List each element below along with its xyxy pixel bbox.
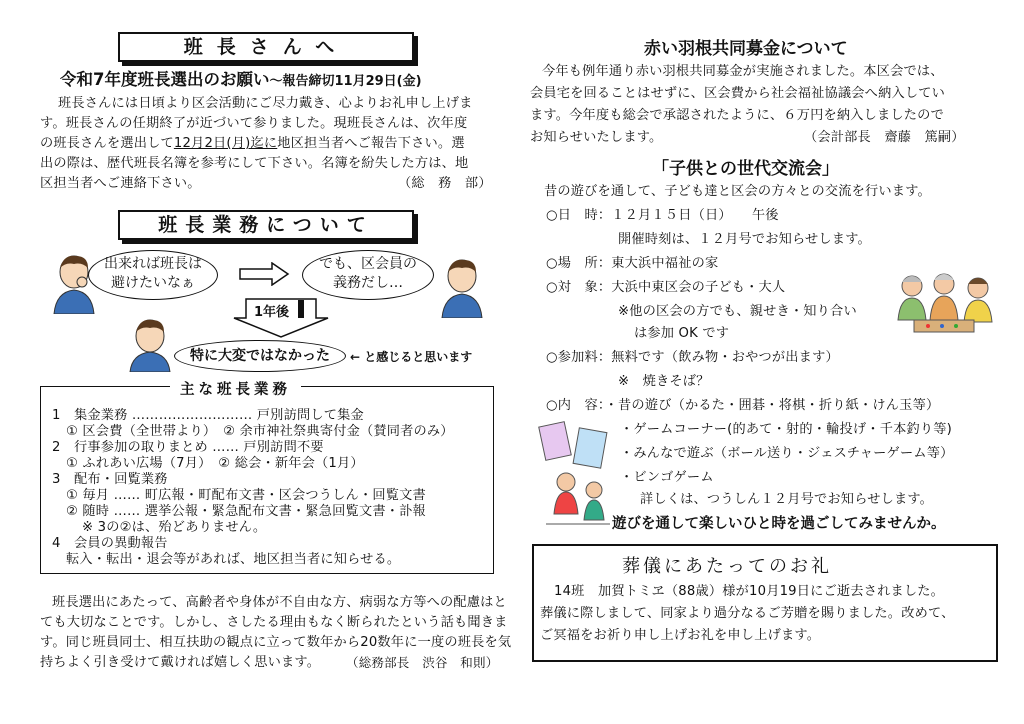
event-line-3: ○場 所：東大浜中福祉の家	[546, 256, 719, 271]
event-line-13: 詳しくは、つうしん１２月号でお知らせします。	[640, 492, 934, 507]
bubble-duty	[302, 250, 434, 300]
intro-line-3b: 地区担当者へご報告下さい。選	[277, 136, 465, 151]
bubble-reluctant	[88, 250, 218, 300]
fund-line-1: 今年も例年通り赤い羽根共同募金が実施されました。本区会では、	[542, 64, 944, 79]
intro-line-3a: の班長さんを選出して	[40, 136, 174, 151]
intro-sign: （総 務 部）	[398, 176, 492, 191]
bubble-relief: 特に大変ではなかった	[174, 340, 346, 372]
bubble-reluctant-line2: 避けたいなぁ	[111, 275, 195, 291]
fund-line-3: ます。今年度も総会で承認されたように、６万円を納入しましたので	[530, 108, 944, 123]
intro-line-2: す。班長さんの任期終了が近づいて参りました。現班長さんは、次年度	[40, 116, 468, 131]
closing-line-3: す。同じ班員同士、相互扶助の観点に立って数年から20数年に一度の班長を気	[40, 635, 512, 650]
event-line-7: ○参加料：無料です（飲み物・おやつが出ます）	[546, 350, 839, 365]
intro-line-5: 区担当者へご連絡下さい。	[40, 176, 201, 191]
duty-line-3: 2 行事参加の取りまとめ …… 戸別訪問不要	[52, 440, 324, 455]
duty-line-7: ② 随時 …… 選挙公報・緊急配布文書・緊急回覧文書・訃報	[66, 504, 426, 519]
kids-games-illustration	[536, 420, 616, 528]
intro-deadline: 12月2日(月)迄に	[173, 136, 278, 151]
duty-line-4: ① ふれあい広場（7月） ② 総会・新年会（1月）	[66, 456, 364, 471]
event-line-5: ※他の区会の方でも、親せき・知り合い	[618, 304, 857, 319]
title-box-duties: 班長業務について	[118, 210, 414, 240]
duty-line-5: 3 配布・回覧業務	[52, 472, 168, 487]
left-arrow-icon: ←	[350, 350, 361, 364]
intro-line-1: 班長さんには日頃より区会活動にご尽力戴き、心よりお礼申し上げま	[58, 96, 473, 111]
duties-title: 主な班長業務	[170, 378, 301, 399]
year-later-bar	[298, 300, 304, 318]
duty-line-2: ① 区会費（全世帯より） ② 余市神社祭典寄付金（賛同者のみ）	[66, 424, 454, 439]
recruit-heading	[60, 66, 422, 90]
event-line-9: ○内 容：・昔の遊び（かるた・囲碁・将棋・折り紙・けん玉等）	[546, 398, 940, 413]
fund-line-4: お知らせいたします。	[530, 130, 663, 145]
event-line-11: ・みんなで遊ぶ（ボール送り・ジェスチャーゲーム等）	[620, 446, 954, 461]
duty-line-6: ① 毎月 …… 町広報・町配布文書・区会つうしん・回覧文書	[66, 488, 426, 503]
fund-title: 赤い羽根共同募金について	[644, 39, 848, 59]
smiling-man-icon	[128, 316, 172, 372]
fund-line-2: 会員宅を回ることはせずに、区会費から社会福祉協議会へ納入してい	[530, 86, 946, 101]
year-later-label: 1年後	[254, 305, 290, 320]
closing-line-4: 持ちよく引き受けて戴ければ嬉しく思います。	[40, 655, 321, 670]
funeral-line-3: ご冥福をお祈り申し上げお礼を申し上げます。	[540, 628, 821, 643]
arrow-right-icon	[238, 262, 290, 286]
duty-line-10: 転入・転出・退会等があれば、地区担当者に知らせる。	[66, 552, 401, 567]
event-intro: 昔の遊びを通して、子ども達と区会の方々との交流を行います。	[544, 184, 931, 199]
event-line-1: ○日 時：１２月１５日（日） 午後	[546, 208, 779, 223]
event-closing: 遊びを通して楽しいひと時を過ごしてみませんか。	[612, 516, 946, 532]
closing-line-1: 班長選出にあたって、高齢者や身体が不自由な方、病弱な方等への配慮はと	[52, 595, 507, 610]
recruit-heading-note: ～報告締切11月29日(金)	[269, 74, 422, 89]
recruit-heading-main: 令和7年度班長選出のお願い	[60, 70, 270, 89]
funeral-line-2: 葬儀に際しまして、同家より過分なるご芳贈を賜りました。改めて、	[540, 606, 955, 621]
duty-line-9: 4 会員の異動報告	[52, 536, 168, 551]
event-line-12: ・ビンゴゲーム	[620, 470, 714, 485]
event-line-4: ○対 象：大浜中東区会の子ども・大人	[546, 280, 786, 295]
thinking-man-icon	[440, 256, 484, 318]
duty-line-1: 1 集金業務 ……………………… 戸別訪問して集金	[52, 408, 364, 423]
funeral-line-1: 14班 加賀トミヱ（88歳）様が10月19日にご逝去されました。	[554, 584, 945, 599]
closing-sign: （総務部長 渋谷 和則）	[346, 655, 499, 670]
closing-line-2: ても大切なことです。しかし、さしたる理由もなく断られたという話も聞きま	[40, 615, 508, 630]
bubble-reluctant-line1: 出来れば班長は	[104, 256, 202, 272]
duty-line-8: ※ 3の②は、殆どありません。	[82, 520, 267, 535]
event-line-8: ※ 焼きそば？	[618, 374, 710, 389]
bubble-duty-line1: でも、区会員の	[319, 256, 417, 272]
intro-line-3	[40, 134, 465, 154]
fund-sign: （会計部長 齋藤 篤嗣）	[804, 130, 965, 145]
intro-line-4: 出の際は、歴代班長名簿を参考にして下さい。名簿を紛失した方は、地	[40, 156, 469, 171]
event-title: 「子供との世代交流会」	[652, 159, 839, 179]
bottom-note	[350, 348, 472, 365]
bottom-note-text: と感じると思います	[364, 350, 473, 364]
event-line-6: は参加 OK です	[634, 326, 730, 341]
elders-playing-illustration	[892, 270, 1002, 336]
event-line-2: 開催時刻は、１２月号でお知らせします。	[618, 232, 871, 247]
title-box-hancho: 班長さんへ	[118, 32, 414, 62]
funeral-title: 葬儀にあたってのお礼	[622, 556, 832, 577]
bubble-duty-line2: 義務だし…	[333, 275, 403, 291]
event-line-10: ・ゲームコーナー(的あて・射的・輪投げ・千本釣り等)	[620, 422, 952, 437]
